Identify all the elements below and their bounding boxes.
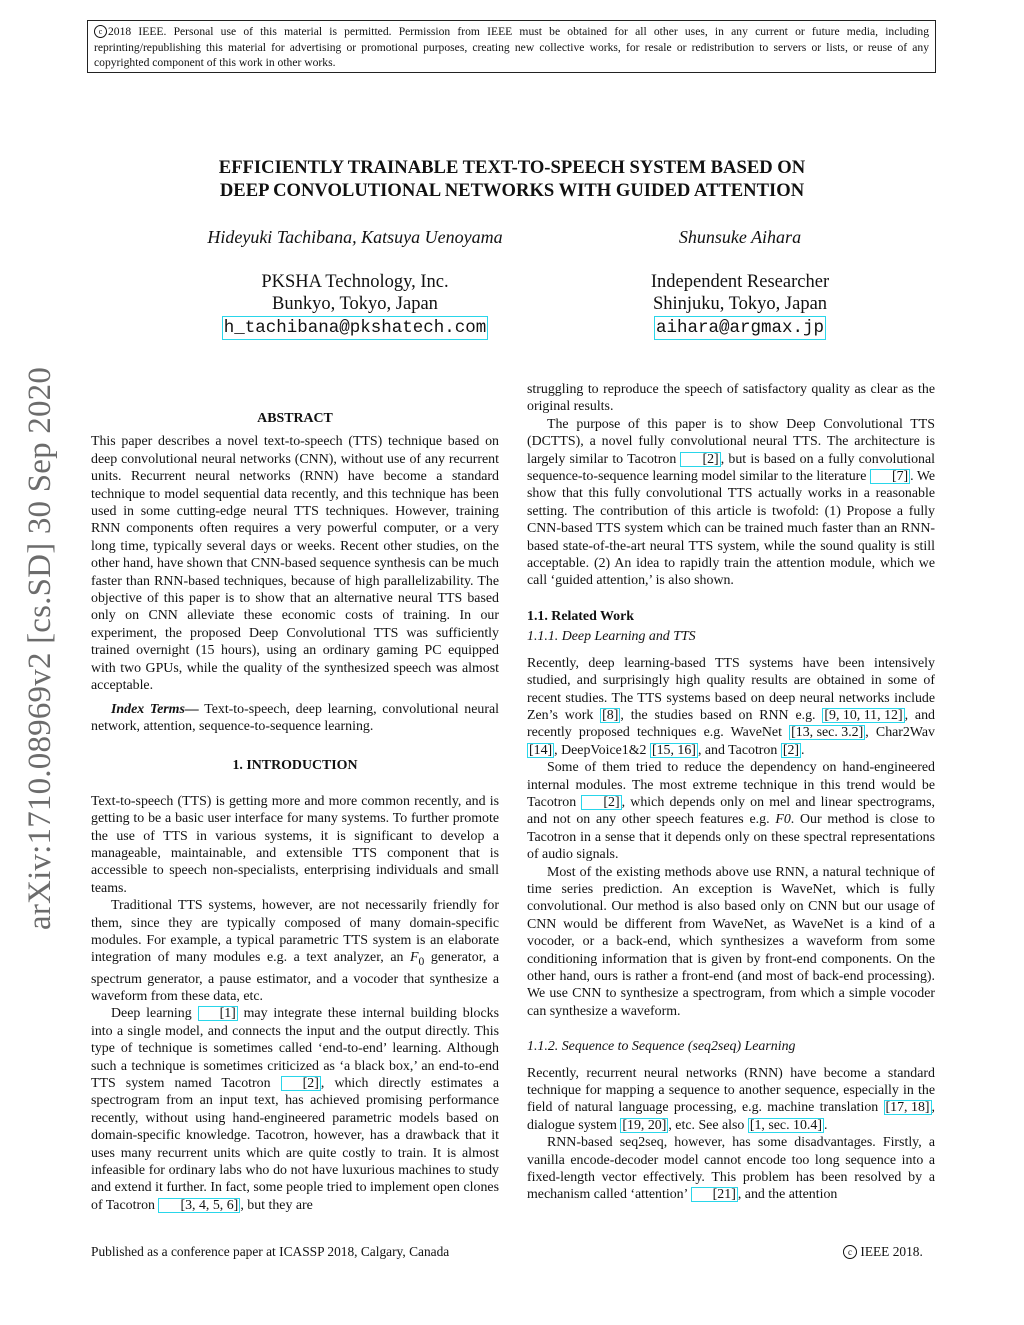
intro-p2-b: generator, a spectrum generator, a pause estimator, and a vocoder that synthesize a waveform from these data, etc.: [91, 950, 499, 1004]
abstract-heading: ABSTRACT: [257, 411, 333, 426]
dl-text: .: [801, 742, 805, 758]
title-line-1: EFFICIENTLY TRAINABLE TEXT-TO-SPEECH SYSTEM BASED ON: [218, 157, 806, 178]
copyright-notice: [87, 20, 936, 73]
dl-text: , the studies based on RNN e.g.: [620, 707, 823, 723]
seq-paragraph-1: [527, 1065, 935, 1135]
seq-text: .: [823, 1117, 828, 1133]
dl-text: Some of them tried to reduce the dependency on hand-engineered internal modules. The most extreme technique in this trend would be Tacotron: [527, 760, 935, 810]
seq2seq-heading: 1.1.2. Sequence to Sequence (seq2seq) Learning: [527, 1039, 796, 1055]
citation-link[interactable]: [2]: [680, 452, 720, 467]
paper-title: [140, 156, 884, 202]
right-column: [527, 381, 935, 1204]
citation-link[interactable]: [21]: [691, 1187, 738, 1202]
intro-paragraph-2: [91, 897, 499, 1005]
intro-heading: 1. INTRODUCTION: [232, 758, 358, 774]
f0-symbol: F0: [775, 812, 791, 828]
citation-link[interactable]: [14]: [529, 742, 553, 758]
dl-text: , Char2Wav: [865, 725, 935, 741]
footer-copyright-text: IEEE 2018.: [860, 1244, 923, 1259]
intro-p3-text: , which directly estimates a spectrogram from an input text, has achieved promising performance recently, without using hand-engineered parametric models based on domain-specific knowledge. Tacotron, however, has a drawback that it uses many recurrent units which are quite costly to train. It is almost infeasible for ordinary labs who do not have luxurious machines to study and extend it further. In fact, some people tried to implement open clones of Tacotron: [91, 1076, 499, 1213]
left-column: [91, 410, 499, 1214]
authors-right-names: Shunsuke Aihara: [678, 227, 802, 247]
affiliation-place-left: Bunkyo, Tokyo, Japan: [272, 294, 438, 314]
dl-text: , which depends only on mel and linear spectrograms, and not on any other speech features e.g.: [527, 794, 936, 828]
intro-p2-a: Traditional TTS systems, however, are not necessarily friendly for them, since they are typically composed of many domain-specific modules. For example, a typical parametric TTS system is an elaborate integration of many modules e.g. a text analyzer, an: [91, 898, 499, 966]
authors-left-affiliation: [150, 271, 560, 340]
arxiv-identifier[interactable]: arXiv:1710.08969v2 [cs.SD] 30 Sep 2020: [22, 366, 58, 930]
citation-link[interactable]: [2]: [581, 795, 621, 810]
intro-p3-text: Deep learning: [111, 1006, 198, 1022]
citation-link[interactable]: [13, sec. 3.2]: [791, 725, 864, 741]
purpose-paragraph: [527, 416, 935, 590]
dl-text: Recently, deep learning-based TTS systems have been intensively studied, and surprisingly high quality results are obtained in some of recent studies. The TTS systems based on deep neural networks include Zen’s work: [527, 655, 935, 723]
dl-text: , DeepVoice1&2: [554, 742, 650, 758]
index-terms: [91, 701, 499, 736]
f0-subscript: 0: [418, 955, 425, 969]
email-link-left[interactable]: h_tachibana@pkshatech.com: [223, 318, 487, 338]
seq-text: , dialogue system: [527, 1100, 935, 1133]
seq-text: , etc. See also: [668, 1117, 748, 1133]
dl-text: , and recently proposed techniques e.g. WaveNet: [527, 707, 935, 741]
purpose-text: . We show that this fully convolutional TTS actually works in a reasonable setting. The contribution of this article is twofold: (1) Propose a fully CNN-based TTS system which can be trained much faster than an RNN-based state-of-the-art neural TTS system, while the sound quality is still acceptable. (2) An idea to rapidly train the attention module, which we call ‘guided attention,’ is also shown.: [527, 469, 936, 589]
seq-text: Recently, recurrent neural networks (RNN) have become a standard technique for mapping a sequence to another sequence, especially in the field of natural language processing, e.g. machine translation: [527, 1065, 935, 1116]
continued-paragraph: struggling to reproduce the speech of satisfactory quality as clear as the original results.: [527, 382, 935, 415]
affiliation-org-left: PKSHA Technology, Inc.: [261, 272, 449, 292]
citation-link[interactable]: [8]: [602, 707, 619, 723]
email-link-right[interactable]: aihara@argmax.jp: [655, 318, 825, 338]
purpose-text: , but is based on a fully convolutional sequence-to-sequence learning model similar to the literature: [527, 451, 935, 485]
purpose-text: The purpose of this paper is to show Deep Convolutional TTS (DCTTS), a novel fully convolutional neural TTS. The architecture is largely similar to Tacotron: [527, 416, 935, 467]
dl-paragraph-1: [527, 655, 935, 759]
seq-paragraph-2: [527, 1134, 935, 1204]
related-work-heading: 1.1. Related Work: [527, 608, 635, 624]
f0-symbol: F: [410, 950, 419, 966]
footer-copyright: [843, 1244, 923, 1260]
citation-link[interactable]: [9, 10, 11, 12]: [824, 707, 903, 723]
title-line-2: DEEP CONVOLUTIONAL NETWORKS WITH GUIDED ATTENTION: [219, 180, 805, 201]
citation-link[interactable]: [3, 4, 5, 6]: [158, 1198, 240, 1213]
affiliation-place-right: Shinjuku, Tokyo, Japan: [652, 294, 828, 314]
citation-link[interactable]: [7]: [870, 469, 910, 484]
dl-tts-heading: 1.1.1. Deep Learning and TTS: [527, 629, 696, 645]
dl-text: , and Tacotron: [697, 742, 781, 758]
affiliation-org-right: Independent Researcher: [650, 272, 830, 292]
copyright-symbol: c: [94, 25, 107, 38]
citation-link[interactable]: [1, sec. 10.4]: [749, 1117, 822, 1133]
dl-text: . Our method is close to Tacotron in a sense that it depends only on these spectral representations of audio signals.: [527, 812, 936, 863]
copyright-symbol: c: [843, 1245, 857, 1259]
abstract-text: This paper describes a novel text-to-speech (TTS) technique based on deep convolutional neural networks (CNN), without use of any recurrent units. Recurrent neural networks (RNN) have become a standard technique to model sequential data recently, and this technique has been used in some cutting-edge neural TTS techniques. However, training RNN components often requires a very powerful computer, or a very long time, typically several days or weeks. Recent other studies, on the other hand, have shown that CNN-based sequence synthesis can be much faster than RNN-based techniques, because of high parallelizability. The objective of this paper is to show that an alternative neural TTS based only on CNN alleviate these economic costs of training. In our experiment, the proposed Deep Convolutional TTS was sufficiently trained overnight (15 hours), using an ordinary gaming PC equipped with two GPUs, while the quality of the synthesized speech was almost acceptable.: [91, 434, 499, 694]
citation-link[interactable]: [1]: [198, 1006, 238, 1021]
citation-link[interactable]: [15, 16]: [651, 742, 696, 758]
index-terms-text: Text-to-speech, deep learning, convolutional neural network, attention, sequence-to-sequence learning.: [91, 701, 499, 734]
citation-link[interactable]: [2]: [281, 1076, 321, 1091]
dl-paragraph-3: Most of the existing methods above use RNN, a natural technique of time series prediction. An exception is WaveNet, which is fully convolutional. Our method is also based only on CNN but our usage of CNN would be different from WaveNet, as WaveNet is a kind of a vocoder, or a back-end, which synthesizes a waveform from some conditioning information that is given by front-end components. On the other hand, ours is rather a front-end (and most of back-end processing). We use CNN to synthesize a spectrogram, from which a simple vocoder can synthesize a waveform.: [527, 864, 935, 1019]
citation-link[interactable]: [19, 20]: [622, 1117, 667, 1133]
intro-paragraph-1: Text-to-speech (TTS) is getting more and more common recently, and is getting to be a basic user interface for many systems. To further promote the use of TTS in various systems, it is significant to develop a manageable, maintainable, and extensible TTS component that is accessible to speech non-specialists, enterprising individuals and small teams.: [91, 793, 499, 896]
footer-venue: Published as a conference paper at ICASSP 2018, Calgary, Canada: [91, 1244, 450, 1259]
citation-link[interactable]: [17, 18]: [885, 1100, 930, 1116]
seq-text: RNN-based seq2seq, however, has some disadvantages. Firstly, a vanilla encode-decoder model cannot encode too long sequence into a fixed-length vector effectively. This problem has been resolved by a mechanism called ‘attention’: [527, 1135, 935, 1203]
citation-link[interactable]: [2]: [782, 742, 800, 758]
authors-left-names: Hideyuki Tachibana, Katsuya Uenoyama: [207, 227, 503, 247]
intro-p3-text: , but they are: [240, 1197, 313, 1213]
authors-right-affiliation: [600, 271, 880, 340]
intro-paragraph-3: [91, 1005, 499, 1214]
seq-text: , and the attention: [737, 1187, 838, 1203]
dl-paragraph-2: [527, 759, 935, 863]
index-terms-label: Index Terms—: [111, 701, 199, 717]
copyright-text: 2018 IEEE. Personal use of this material is permitted. Permission from IEEE must be obtained for all other uses, in any current or future media, including reprinting/republishing this material for advertising or promotional purposes, creating new collective works, for resale or redistribution to servers or lists, or reuse of any copyrighted component of this work in other works.: [94, 25, 929, 69]
intro-p3-text: may integrate these internal building blocks into a single model, and connects the input and the output directly. This type of technique is sometimes called ‘end-to-end’ learning. Although such a technique is sometimes criticized as ‘a black box,’ an end-to-end TTS system named Tacotron: [91, 1006, 499, 1091]
